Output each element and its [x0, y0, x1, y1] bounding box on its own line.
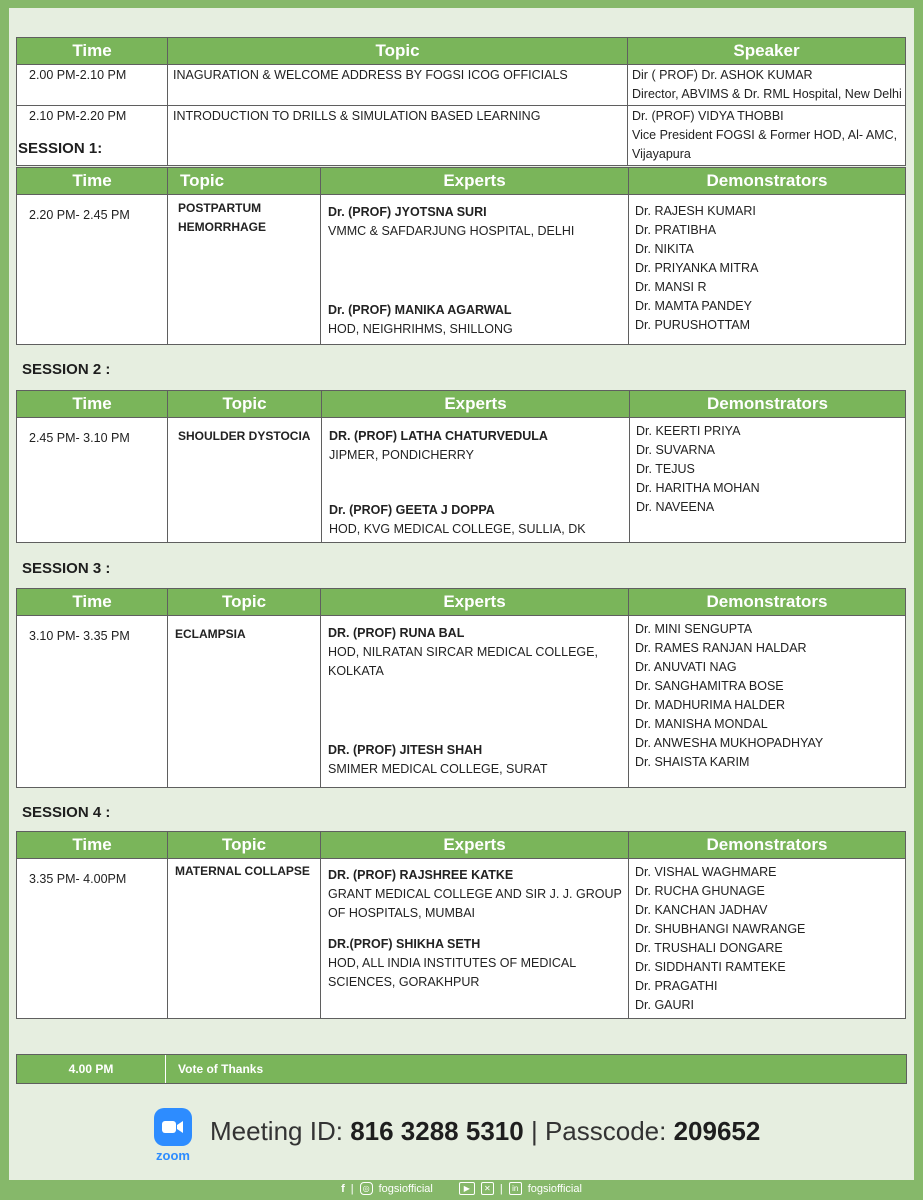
demonstrator-name: Dr. RUCHA GHUNAGE: [635, 884, 765, 898]
demonstrator-name: Dr. HARITHA MOHAN: [636, 481, 760, 495]
social-handle: fogsiofficial: [378, 1182, 433, 1195]
header-experts: Experts: [321, 168, 629, 195]
demonstrator-name: Dr. GAURI: [635, 998, 695, 1012]
expert-affiliation: HOD, NILRATAN SIRCAR MEDICAL COLLEGE, KOLKATA: [328, 645, 598, 678]
linkedin-icon[interactable]: in: [509, 1182, 522, 1195]
zoom-camera-icon: [154, 1108, 192, 1146]
table-row: [17, 195, 906, 345]
header-demonstrators: Demonstrators: [629, 168, 906, 195]
session-time: 2.45 PM- 3.10 PM: [17, 418, 168, 543]
table-row: [17, 418, 906, 543]
header-time: Time: [17, 832, 168, 859]
header-demonstrators: Demonstrators: [629, 832, 906, 859]
header-time: Time: [17, 38, 168, 65]
session-demonstrators: [629, 195, 906, 345]
speaker-affiliation: Vice President FOGSI & Former HOD, Al- AMC, Vijayapura: [632, 128, 898, 161]
meeting-separator: |: [530, 1116, 538, 1146]
opening-table: [16, 37, 906, 166]
demonstrator-name: Dr. PRAGATHI: [635, 979, 718, 993]
demonstrator-name: Dr. RAMES RANJAN HALDAR: [635, 641, 807, 655]
session-1-label: SESSION 1:: [18, 140, 103, 157]
social-bar: f | ◎ fogsiofficial ▶ ✕ | in fogsiofficial: [341, 1182, 582, 1195]
topic-line: SHOULDER DYSTOCIA: [178, 429, 311, 443]
session-demonstrators: [630, 418, 906, 543]
demonstrator-name: Dr. SIDDHANTI RAMTEKE: [635, 960, 786, 974]
demonstrator-name: Dr. PRIYANKA MITRA: [635, 261, 759, 275]
expert-affiliation: SMIMER MEDICAL COLLEGE, SURAT: [328, 762, 548, 776]
passcode-label: Passcode:: [544, 1116, 667, 1146]
session-time: 3.35 PM- 4.00PM: [17, 859, 168, 1019]
session-experts: [322, 418, 630, 543]
passcode: 209652: [673, 1116, 761, 1146]
meeting-id-label: Meeting ID:: [210, 1116, 343, 1146]
row-speaker: [628, 106, 906, 166]
demonstrator-name: Dr. ANUVATI NAG: [635, 660, 737, 674]
session-demonstrators: [629, 859, 906, 1019]
expert-name: Dr. (PROF) GEETA J DOPPA: [329, 503, 495, 517]
topic-line: HEMORRHAGE: [178, 220, 267, 234]
row-time: 2.00 PM-2.10 PM: [17, 65, 168, 106]
closing-label: Vote of Thanks: [178, 1062, 264, 1076]
expert-name: DR. (PROF) JITESH SHAH: [328, 743, 483, 757]
session-experts: [321, 859, 629, 1019]
header-topic: Topic: [168, 168, 321, 195]
demonstrator-name: Dr. SUVARNA: [636, 443, 715, 457]
facebook-icon[interactable]: f: [341, 1182, 345, 1195]
zoom-logo: [150, 1108, 196, 1162]
header-topic: Topic: [168, 832, 321, 859]
youtube-icon[interactable]: ▶: [459, 1182, 475, 1195]
session-topic: [168, 859, 321, 1019]
demonstrator-name: Dr. MANSI R: [635, 280, 707, 294]
table-row: [17, 616, 906, 788]
session-2-table: [16, 390, 906, 543]
session-1-table: [16, 167, 906, 345]
header-time: Time: [17, 168, 168, 195]
header-topic: Topic: [168, 38, 628, 65]
meeting-info: [210, 1116, 760, 1147]
header-topic: Topic: [168, 589, 321, 616]
closing-row: [16, 1054, 907, 1084]
demonstrator-name: Dr. MINI SENGUPTA: [635, 622, 753, 636]
table-row: [17, 859, 906, 1019]
header-speaker: Speaker: [628, 38, 906, 65]
expert-name: DR. (PROF) LATHA CHATURVEDULA: [329, 429, 548, 443]
expert-affiliation: HOD, KVG MEDICAL COLLEGE, SULLIA, DK: [329, 522, 586, 536]
header-experts: Experts: [321, 832, 629, 859]
expert-affiliation: GRANT MEDICAL COLLEGE AND SIR J. J. GROUP OF HOSPITALS, MUMBAI: [328, 887, 622, 920]
demonstrator-name: Dr. NIKITA: [635, 242, 694, 256]
instagram-icon[interactable]: ◎: [360, 1182, 373, 1195]
session-4-label: SESSION 4 :: [22, 804, 111, 821]
header-demonstrators: Demonstrators: [629, 589, 906, 616]
expert-affiliation: HOD, NEIGHRIHMS, SHILLONG: [328, 322, 513, 336]
social-handle: fogsiofficial: [527, 1182, 582, 1195]
zoom-wordmark: zoom: [156, 1148, 190, 1163]
demonstrator-name: Dr. SHAISTA KARIM: [635, 755, 750, 769]
header-experts: Experts: [321, 589, 629, 616]
speaker-name: Dir ( PROF) Dr. ASHOK KUMAR: [632, 68, 813, 82]
demonstrator-name: Dr. SHUBHANGI NAWRANGE: [635, 922, 806, 936]
session-3-table: [16, 588, 906, 788]
row-time: 2.10 PM-2.20 PM: [17, 106, 168, 166]
demonstrator-name: Dr. MADHURIMA HALDER: [635, 698, 786, 712]
session-topic: [168, 195, 321, 345]
table-row: [17, 65, 906, 106]
demonstrator-name: Dr. RAJESH KUMARI: [635, 204, 756, 218]
session-time: 3.10 PM- 3.35 PM: [17, 616, 168, 788]
session-time: 2.20 PM- 2.45 PM: [17, 195, 168, 345]
closing-time: 4.00 PM: [17, 1055, 166, 1083]
header-time: Time: [17, 589, 168, 616]
demonstrator-name: Dr. PURUSHOTTAM: [635, 318, 751, 332]
header-topic: Topic: [168, 391, 322, 418]
demonstrator-name: Dr. SANGHAMITRA BOSE: [635, 679, 784, 693]
expert-affiliation: HOD, ALL INDIA INSTITUTES OF MEDICAL SCIENCES, GORAKHPUR: [328, 956, 576, 989]
demonstrator-name: Dr. TRUSHALI DONGARE: [635, 941, 783, 955]
expert-affiliation: VMMC & SAFDARJUNG HOSPITAL, DELHI: [328, 224, 575, 238]
topic-line: POSTPARTUM: [178, 201, 262, 215]
header-experts: Experts: [322, 391, 630, 418]
row-topic: INAGURATION & WELCOME ADDRESS BY FOGSI ICOG OFFICIALS: [168, 65, 628, 106]
session-experts: [321, 195, 629, 345]
row-topic: INTRODUCTION TO DRILLS & SIMULATION BASED LEARNING: [168, 106, 628, 166]
row-speaker: [628, 65, 906, 106]
expert-affiliation: JIPMER, PONDICHERRY: [329, 448, 474, 462]
session-2-label: SESSION 2 :: [22, 361, 111, 378]
table-row: [17, 106, 906, 166]
expert-name: DR. (PROF) RAJSHREE KATKE: [328, 868, 514, 882]
demonstrator-name: Dr. VISHAL WAGHMARE: [635, 865, 777, 879]
expert-name: DR.(PROF) SHIKHA SETH: [328, 937, 481, 951]
topic-line: ECLAMPSIA: [175, 627, 246, 641]
session-topic: [168, 616, 321, 788]
session-3-label: SESSION 3 :: [22, 560, 111, 577]
demonstrator-name: Dr. NAVEENA: [636, 500, 715, 514]
demonstrator-name: Dr. MANISHA MONDAL: [635, 717, 768, 731]
session-demonstrators: [629, 616, 906, 788]
demonstrator-name: Dr. KEERTI PRIYA: [636, 424, 741, 438]
speaker-affiliation: Director, ABVIMS & Dr. RML Hospital, New Delhi: [632, 87, 902, 101]
session-4-table: [16, 831, 906, 1019]
expert-name: DR. (PROF) RUNA BAL: [328, 626, 465, 640]
topic-line: MATERNAL COLLAPSE: [175, 864, 310, 878]
expert-name: Dr. (PROF) JYOTSNA SURI: [328, 205, 487, 219]
session-topic: [168, 418, 322, 543]
meeting-id: 816 3288 5310: [350, 1116, 524, 1146]
header-demonstrators: Demonstrators: [630, 391, 906, 418]
demonstrator-name: Dr. KANCHAN JADHAV: [635, 903, 768, 917]
demonstrator-name: Dr. TEJUS: [636, 462, 695, 476]
x-twitter-icon[interactable]: ✕: [481, 1182, 494, 1195]
demonstrator-name: Dr. MAMTA PANDEY: [635, 299, 752, 313]
speaker-name: Dr. (PROF) VIDYA THOBBI: [632, 109, 784, 123]
session-experts: [321, 616, 629, 788]
demonstrator-name: Dr. ANWESHA MUKHOPADHYAY: [635, 736, 824, 750]
demonstrator-name: Dr. PRATIBHA: [635, 223, 717, 237]
header-time: Time: [17, 391, 168, 418]
expert-name: Dr. (PROF) MANIKA AGARWAL: [328, 303, 512, 317]
